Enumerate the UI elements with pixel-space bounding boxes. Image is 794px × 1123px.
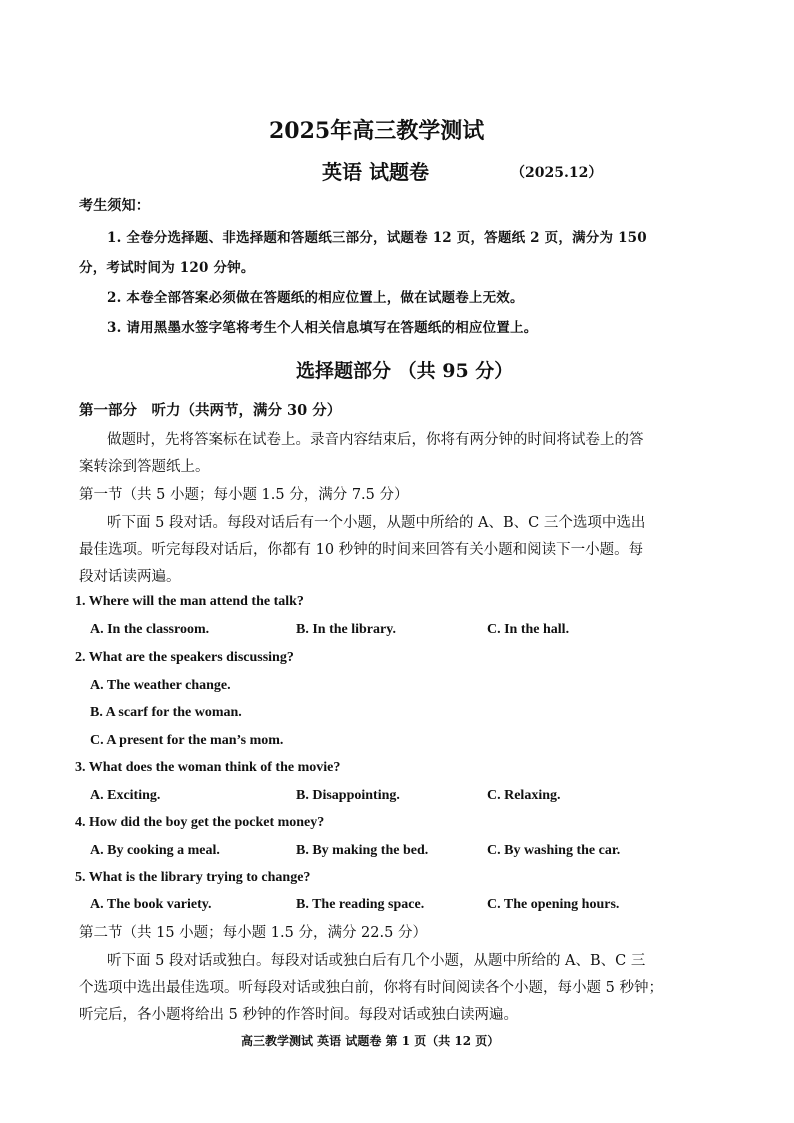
exam-title: 2025年高三教学测试 — [269, 118, 485, 144]
question-5-option-a: A. The book variety. — [90, 897, 212, 912]
question-5-option-b: B. The reading space. — [296, 897, 425, 912]
question-3-option-c: C. Relaxing. — [487, 788, 561, 803]
question-5-option-c: C. The opening hours. — [487, 897, 620, 912]
sec1-intro-line-1: 听下面 5 段对话。每段对话后有一个小题，从题中所给的 A、B、C 三个选项中选出 — [107, 515, 646, 531]
question-2-option-a: A. The weather change. — [90, 678, 231, 693]
sec2-intro-line-3: 听完后，各小题将给出 5 秒钟的作答时间。每段对话或独白读两遍。 — [79, 1007, 518, 1023]
sec2-heading: 第二节（共 15 小题；每小题 1.5 分，满分 22.5 分） — [79, 925, 427, 941]
part1-intro-line-1: 做题时，先将答案标在试卷上。录音内容结束后，你将有两分钟的时间将试卷上的答 — [107, 432, 644, 448]
question-2-option-c: C. A present for the man’s mom. — [90, 733, 284, 748]
sec2-intro-line-1: 听下面 5 段对话或独白。每段对话或独白后有几个小题，从题中所给的 A、B、C 三 — [107, 953, 646, 969]
notice-heading: 考生须知： — [79, 198, 150, 214]
sec2-intro-line-2: 个选项中选出最佳选项。听每段对话或独白前，你将有时间阅读各个小题，每小题 5 秒钟； — [79, 980, 663, 996]
question-3-option-a: A. Exciting. — [90, 788, 161, 803]
sec1-intro-line-2: 最佳选项。听完每段对话后，你都有 10 秒钟的时间来回答有关小题和阅读下一小题。每 — [79, 542, 644, 558]
exam-subtitle: 英语 试题卷 — [322, 160, 429, 184]
question-5: 5. What is the library trying to change? — [75, 870, 311, 885]
part1-intro-line-2: 案转涂到答题纸上。 — [79, 459, 210, 475]
page-footer: 高三教学测试 英语 试题卷 第 1 页（共 12 页） — [241, 1034, 500, 1048]
exam-date: （2025.12） — [511, 165, 603, 181]
sec1-intro-line-3: 段对话读两遍。 — [79, 569, 181, 585]
question-3-option-b: B. Disappointing. — [296, 788, 400, 803]
part1-heading: 第一部分 听力（共两节，满分 30 分） — [79, 402, 342, 419]
notice-item-1-line-1: 1. 全卷分选择题、非选择题和答题纸三部分，试题卷 12 页，答题纸 2 页，满分为 150 — [107, 230, 647, 246]
question-2-option-b: B. A scarf for the woman. — [90, 705, 242, 720]
question-1-option-a: A. In the classroom. — [90, 622, 210, 637]
question-4-option-a: A. By cooking a meal. — [90, 843, 220, 858]
sec1-heading: 第一节（共 5 小题；每小题 1.5 分，满分 7.5 分） — [79, 487, 409, 503]
question-1-option-b: B. In the library. — [296, 622, 396, 637]
notice-item-1-line-2: 分，考试时间为 120 分钟。 — [79, 260, 255, 276]
notice-item-2: 2. 本卷全部答案必须做在答题纸的相应位置上，做在试题卷上无效。 — [107, 290, 524, 306]
question-1: 1. Where will the man attend the talk? — [75, 594, 304, 609]
question-1-option-c: C. In the hall. — [487, 622, 570, 637]
question-4: 4. How did the boy get the pocket money? — [75, 815, 325, 830]
question-4-option-c: C. By washing the car. — [487, 843, 621, 858]
section-title: 选择题部分 （共 95 分） — [296, 360, 514, 382]
question-4-option-b: B. By making the bed. — [296, 843, 429, 858]
question-3: 3. What does the woman think of the movie? — [75, 760, 341, 775]
notice-item-3: 3. 请用黑墨水签字笔将考生个人相关信息填写在答题纸的相应位置上。 — [107, 320, 538, 336]
question-2: 2. What are the speakers discussing? — [75, 650, 294, 665]
